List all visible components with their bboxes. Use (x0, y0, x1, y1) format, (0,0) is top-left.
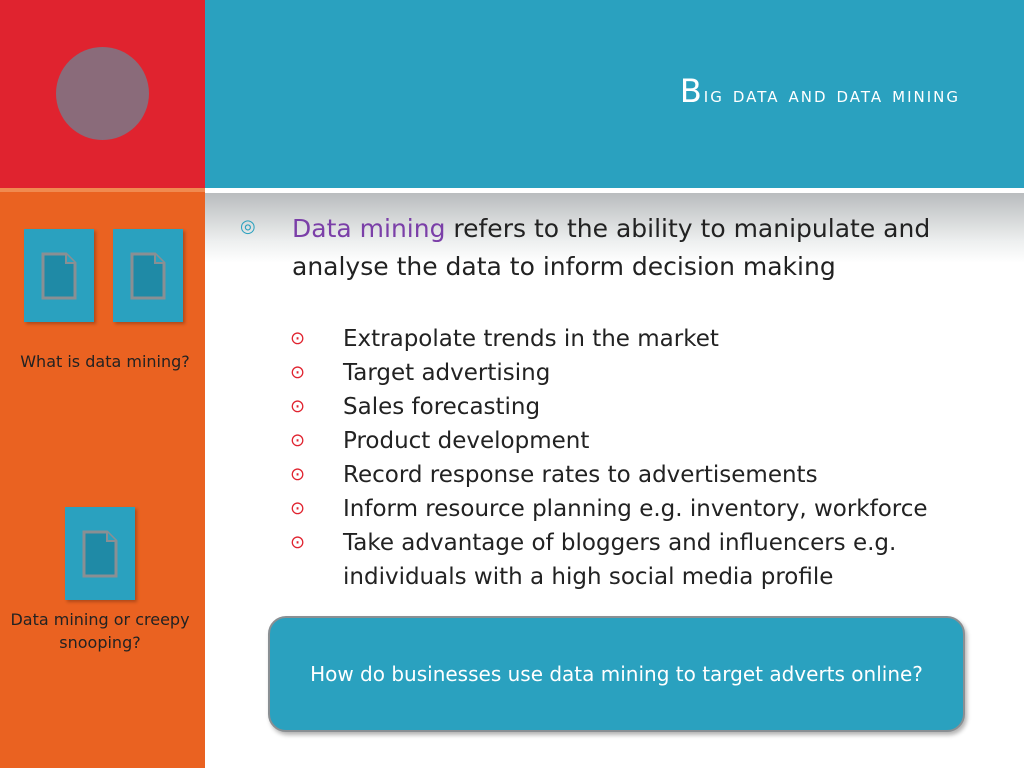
circled-dot-icon: ⊙ (290, 396, 306, 417)
circled-dot-icon: ⊙ (290, 328, 306, 349)
bullet-list (290, 322, 990, 594)
document-icon (80, 529, 120, 579)
document-link-1b[interactable] (113, 229, 183, 322)
decorative-circle (56, 47, 149, 140)
list-item-text: Product development (343, 428, 590, 454)
document-link-1a[interactable] (24, 229, 94, 322)
lead-text (292, 210, 952, 286)
list-item-text: Take advantage of bloggers and influencers e.g. individuals with a high social media profile (343, 530, 897, 590)
lead-highlight: Data mining (292, 214, 446, 243)
list-item (290, 322, 990, 356)
question-callout (268, 616, 965, 732)
list-item (290, 492, 990, 526)
title-rest: ig data and data mining (703, 83, 960, 108)
title-header (205, 0, 1024, 188)
circled-dot-icon: ⊙ (290, 430, 306, 451)
sidebar-link-what-is-data-mining[interactable]: What is data mining? (20, 352, 190, 371)
list-item-text: Target advertising (343, 360, 551, 386)
document-link-2[interactable] (65, 507, 135, 600)
list-item (290, 526, 990, 594)
callout-text: How do businesses use data mining to target adverts online? (310, 662, 923, 686)
slide-title (680, 72, 960, 110)
list-item (290, 458, 990, 492)
circled-dot-icon: ⊙ (290, 362, 306, 383)
list-item (290, 424, 990, 458)
circled-dot-icon: ⊙ (290, 464, 306, 485)
target-bullet-icon: ◎ (240, 216, 256, 236)
sidebar-link-creepy-snooping[interactable]: Data mining or creepy snooping? (10, 610, 190, 652)
lead-body: refers to the ability to manipulate and analyse the data to inform decision making (292, 214, 931, 281)
list-item (290, 356, 990, 390)
list-item-text: Sales forecasting (343, 394, 541, 420)
document-icon (39, 251, 79, 301)
circled-dot-icon: ⊙ (290, 532, 306, 553)
document-icon (128, 251, 168, 301)
list-item-text: Inform resource planning e.g. inventory, workforce (343, 496, 928, 522)
list-item (290, 390, 990, 424)
list-item-text: Record response rates to advertisements (343, 462, 818, 488)
list-item-text: Extrapolate trends in the market (343, 326, 719, 352)
title-initial: B (679, 72, 704, 110)
circled-dot-icon: ⊙ (290, 498, 306, 519)
